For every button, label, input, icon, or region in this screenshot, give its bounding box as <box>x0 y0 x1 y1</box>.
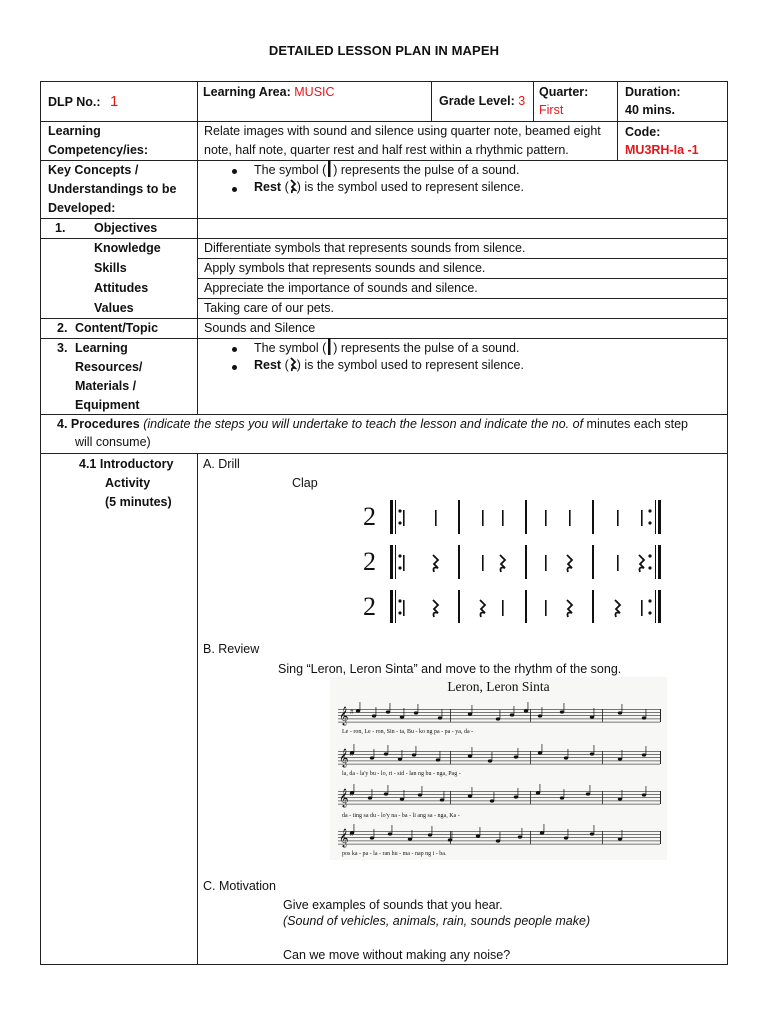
grade-level-value: 3 <box>518 94 526 108</box>
lyrics-line-3: da - ting sa du - lo'y na - ba - li ang sa - nga, Ka - <box>342 813 460 819</box>
procedures-note-2: will consume) <box>75 435 151 449</box>
bar-line <box>450 709 451 722</box>
quarter-note-icon <box>545 510 547 526</box>
bar-line <box>525 590 527 623</box>
quarter-rest-icon <box>567 600 572 617</box>
quarter-rest-icon <box>433 555 438 572</box>
staff-line <box>338 757 660 758</box>
note-head <box>356 709 360 712</box>
note-stem <box>452 831 453 840</box>
staff-line <box>338 834 660 835</box>
bar-line <box>592 545 594 579</box>
quarter-note-icon <box>545 600 547 616</box>
lyrics-line-2: la, da - la'y bu - lo, ri - sid - lan ng bu - nga, Pag - <box>342 771 461 777</box>
bullet-icon <box>232 187 237 192</box>
note-stem <box>542 707 543 716</box>
staff-line <box>338 837 660 838</box>
clap-label: Clap <box>292 476 318 490</box>
motivation-question: Can we move without making any noise? <box>283 948 511 962</box>
note-stem <box>432 826 433 835</box>
note-stem <box>374 829 375 838</box>
repeat-dot <box>398 554 401 557</box>
note-stem <box>360 702 361 711</box>
staff-line <box>338 761 660 762</box>
note-stem <box>390 703 391 712</box>
bar-line <box>602 831 603 844</box>
duration-label: Duration: <box>625 85 681 99</box>
note-stem <box>622 750 623 759</box>
resources-label-4: Equipment <box>75 398 140 412</box>
repeat-bar <box>395 590 396 623</box>
repeat-dot <box>648 509 651 512</box>
note-stem <box>564 703 565 712</box>
note-head <box>436 758 440 761</box>
note-stem <box>388 785 389 794</box>
treble-clef-icon: 𝄞 <box>339 790 349 807</box>
bar-line <box>660 751 661 764</box>
key-concepts-label-3: Developed: <box>48 201 116 215</box>
content-num: 2. <box>57 321 68 335</box>
note-stem <box>494 792 495 801</box>
note-head <box>384 752 388 755</box>
note-head <box>590 752 594 755</box>
note-head <box>372 714 376 717</box>
staff-line <box>338 709 660 710</box>
note-stem <box>404 790 405 799</box>
quarter-rest-icon <box>433 600 438 617</box>
bar-line <box>450 791 451 804</box>
treble-clef-icon: 𝄞 <box>339 750 349 767</box>
note-head <box>560 710 564 713</box>
quarter-rest-icon <box>639 555 644 572</box>
repeat-bar <box>390 590 393 623</box>
note-head <box>370 756 374 759</box>
values-text: Taking care of our pets. <box>204 301 334 315</box>
note-head <box>468 712 472 715</box>
content-label: Content/Topic <box>75 321 159 335</box>
bar-line <box>602 791 603 804</box>
note-head <box>488 759 492 762</box>
lyrics-line-4: pos ka - pa - la - ran hu - ma - nap ng i - ba. <box>342 851 447 857</box>
quarter-note-icon <box>435 510 437 526</box>
bar-line <box>602 709 603 722</box>
quarter-rest-icon <box>615 600 620 617</box>
note-head <box>400 797 404 800</box>
note-head <box>370 836 374 839</box>
dlp-value: 1 <box>110 93 119 110</box>
resource-1: The symbol ( ) represents the pulse of a sound. <box>254 338 519 358</box>
note-head <box>418 793 422 796</box>
note-stem <box>594 708 595 717</box>
attitudes-text: Appreciate the importance of sounds and silence. <box>204 281 478 295</box>
note-stem <box>590 785 591 794</box>
competency-label-1: Learning <box>48 124 101 138</box>
note-head <box>440 798 444 801</box>
quarter-value: First <box>539 103 564 117</box>
note-stem <box>392 825 393 834</box>
quarter-note-icon <box>502 600 504 616</box>
note-stem <box>646 746 647 755</box>
drill-heading: A. Drill <box>203 457 240 471</box>
note-stem <box>594 745 595 754</box>
document-title: DETAILED LESSON PLAN IN MAPEH <box>268 43 500 58</box>
time-signature: 2 <box>363 547 376 576</box>
note-head <box>618 757 622 760</box>
quarter-note-icon <box>502 510 504 526</box>
note-stem <box>354 744 355 753</box>
note-stem <box>528 702 529 711</box>
knowledge-label: Knowledge <box>94 241 161 255</box>
repeat-dot <box>398 509 401 512</box>
note-stem <box>646 709 647 718</box>
quarter-rest-icon <box>500 555 505 572</box>
knowledge-text: Differentiate symbols that represents sounds from silence. <box>204 241 526 255</box>
note-stem <box>440 751 441 760</box>
note-head <box>468 794 472 797</box>
staff-line <box>338 715 660 716</box>
bar-line <box>592 500 594 534</box>
note-head <box>618 711 622 714</box>
note-stem <box>442 709 443 718</box>
intro-label-1: 4.1 Introductory <box>79 457 174 471</box>
treble-clef-icon: 𝄞 <box>339 830 349 847</box>
note-head <box>618 837 622 840</box>
resources-label-2: Resources/ <box>75 360 143 374</box>
note-head <box>540 831 544 834</box>
staff-line <box>338 801 660 802</box>
note-stem <box>518 748 519 757</box>
quarter-label: Quarter: <box>539 85 589 99</box>
repeat-dot <box>648 554 651 557</box>
note-stem <box>472 787 473 796</box>
note-head <box>476 834 480 837</box>
note-stem <box>388 745 389 754</box>
skills-label: Skills <box>94 261 127 275</box>
resources-num: 3. <box>57 341 68 355</box>
note-stem <box>594 825 595 834</box>
quarter-note-icon <box>617 555 619 571</box>
key-concepts-label-2: Understandings to be <box>48 182 177 196</box>
repeat-dot <box>398 521 401 524</box>
note-stem <box>518 788 519 797</box>
note-head <box>408 837 412 840</box>
quarter-note-icon <box>569 510 571 526</box>
repeat-dot <box>648 566 651 569</box>
note-head <box>414 711 418 714</box>
note-head <box>514 795 518 798</box>
quarter-rest-icon <box>289 357 297 372</box>
note-stem <box>646 786 647 795</box>
quarter-note-icon <box>482 510 484 526</box>
dlp-label: DLP No.: 1 <box>48 93 119 110</box>
note-head <box>524 709 528 712</box>
code-label: Code: <box>625 125 661 139</box>
note-head <box>560 796 564 799</box>
staff-line <box>338 722 660 723</box>
note-head <box>448 838 452 841</box>
bar-line <box>525 500 527 534</box>
bar-line <box>660 831 661 844</box>
note-stem <box>544 824 545 833</box>
note-stem <box>422 786 423 795</box>
staff-line <box>338 844 660 845</box>
time-signature: 2 <box>363 502 376 531</box>
bar-line <box>458 545 460 579</box>
key-concepts-label-1: Key Concepts / <box>48 163 139 177</box>
quarter-note-icon <box>641 600 643 616</box>
resource-2: Rest ( ) is the symbol used to represent silence. <box>254 358 524 372</box>
competency-text-1: Relate images with sound and silence using quarter note, beamed eight <box>204 124 601 138</box>
quarter-rest-icon <box>289 179 297 194</box>
bar-line <box>530 791 531 804</box>
note-stem <box>568 829 569 838</box>
note-stem <box>418 704 419 713</box>
note-stem <box>480 827 481 836</box>
time-signature: 2 <box>363 592 376 621</box>
bar-line <box>602 751 603 764</box>
note-head <box>564 756 568 759</box>
note-stem <box>354 824 355 833</box>
bullet-icon <box>232 169 237 174</box>
note-head <box>368 796 372 799</box>
note-stem <box>514 706 515 715</box>
repeat-bar <box>655 545 656 579</box>
treble-clef-icon: 𝄞 <box>339 708 349 725</box>
repeat-dot <box>648 611 651 614</box>
quarter-note-icon <box>545 555 547 571</box>
bar-line <box>458 500 460 534</box>
song-score <box>330 677 667 860</box>
note-head <box>496 839 500 842</box>
note-head <box>496 717 500 720</box>
note-stem <box>622 830 623 839</box>
key-concept-1: The symbol ( ) represents the pulse of a sound. <box>254 160 519 180</box>
note-head <box>642 793 646 796</box>
quarter-note-icon <box>403 555 405 571</box>
note-head <box>386 710 390 713</box>
repeat-bar <box>395 545 396 579</box>
quarter-note-icon <box>482 555 484 571</box>
quarter-note-icon <box>403 510 405 526</box>
values-label: Values <box>94 301 134 315</box>
note-head <box>384 792 388 795</box>
key-concept-2: Rest ( ) is the symbol used to represent silence. <box>254 180 524 194</box>
bar-line <box>530 709 531 722</box>
objectives-label: Objectives <box>94 221 158 235</box>
procedures-heading: 4. Procedures (indicate the steps you will undertake to teach the lesson and indicate the no. of minutes each step <box>57 417 688 431</box>
quarter-rest-icon <box>480 600 485 617</box>
note-stem <box>540 784 541 793</box>
resources-label-1: Learning <box>75 341 128 355</box>
bar-line <box>660 791 661 804</box>
repeat-bar <box>658 500 661 534</box>
note-stem <box>416 746 417 755</box>
learning-area: Learning Area: MUSIC <box>203 85 335 99</box>
repeat-bar <box>390 500 393 534</box>
staff-line <box>338 764 660 765</box>
skills-text: Apply symbols that represents sounds and silence. <box>204 261 486 275</box>
repeat-dot <box>398 611 401 614</box>
note-head <box>350 751 354 754</box>
repeat-bar <box>395 500 396 534</box>
repeat-dot <box>398 599 401 602</box>
bar-line <box>458 590 460 623</box>
motivation-note: (Sound of vehicles, animals, rain, sounds people make) <box>283 914 591 928</box>
bar-line <box>525 545 527 579</box>
note-stem <box>500 832 501 841</box>
intro-label-2: Activity <box>105 476 151 490</box>
note-head <box>428 833 432 836</box>
note-stem <box>492 752 493 761</box>
competency-label-2: Competency/ies: <box>48 143 149 157</box>
note-stem <box>372 789 373 798</box>
learning-area-value: MUSIC <box>294 85 335 99</box>
note-stem <box>542 744 543 753</box>
quarter-note-icon <box>403 600 405 616</box>
note-head <box>438 716 442 719</box>
repeat-bar <box>390 545 393 579</box>
note-head <box>514 755 518 758</box>
song-title: Leron, Leron Sinta <box>447 679 550 694</box>
bar-line <box>530 831 531 844</box>
note-head <box>490 799 494 802</box>
repeat-dot <box>648 521 651 524</box>
note-stem <box>500 710 501 719</box>
objectives-num: 1. <box>55 221 66 235</box>
note-stem <box>472 747 473 756</box>
staff-line <box>338 797 660 798</box>
note-stem <box>622 704 623 713</box>
review-heading: B. Review <box>203 642 260 656</box>
resources-label-3: Materials / <box>75 379 137 393</box>
key-signature-icon: # <box>350 708 354 716</box>
staff-line <box>338 791 660 792</box>
note-head <box>400 715 404 718</box>
note-stem <box>522 828 523 837</box>
note-stem <box>622 790 623 799</box>
note-head <box>518 835 522 838</box>
note-head <box>642 753 646 756</box>
note-stem <box>354 784 355 793</box>
competency-text-2: note, half note, quarter rest and half rest within a rhythmic pattern. <box>204 143 569 157</box>
note-head <box>564 836 568 839</box>
quarter-rest-icon <box>567 555 572 572</box>
note-head <box>590 832 594 835</box>
bar-line <box>592 590 594 623</box>
note-stem <box>444 791 445 800</box>
note-stem <box>402 750 403 759</box>
bullet-icon <box>232 347 237 352</box>
repeat-bar <box>655 500 656 534</box>
note-head <box>350 791 354 794</box>
note-stem <box>472 705 473 714</box>
note-head <box>468 754 472 757</box>
note-stem <box>568 749 569 758</box>
rhythm-drill <box>355 488 670 623</box>
content-text: Sounds and Silence <box>204 321 316 335</box>
repeat-bar <box>658 590 661 623</box>
code-value: MU3RH-Ia -1 <box>625 143 699 157</box>
attitudes-label: Attitudes <box>94 281 149 295</box>
quarter-note-icon <box>617 510 619 526</box>
bar-line <box>450 751 451 764</box>
repeat-dot <box>398 566 401 569</box>
note-stem <box>412 830 413 839</box>
note-head <box>538 751 542 754</box>
note-head <box>618 797 622 800</box>
note-head <box>388 832 392 835</box>
note-head <box>510 713 514 716</box>
duration-value: 40 mins. <box>625 103 676 117</box>
quarter-note-icon <box>641 510 643 526</box>
note-head <box>642 716 646 719</box>
repeat-bar <box>655 590 656 623</box>
staff-line <box>338 751 660 752</box>
repeat-bar <box>658 545 661 579</box>
motivation-text: Give examples of sounds that you hear. <box>283 898 503 912</box>
note-head <box>536 791 540 794</box>
bullet-icon <box>232 365 237 370</box>
note-head <box>538 714 542 717</box>
note-head <box>590 715 594 718</box>
lyrics-line-1: Le - ron, Le - ron, Sin - ta, Bu - ko ng pa - pa - ya, da - <box>342 729 474 735</box>
staff-line <box>338 804 660 805</box>
review-text: Sing “Leron, Leron Sinta” and move to the rhythm of the song. <box>278 662 622 676</box>
bar-line <box>450 831 451 844</box>
note-head <box>586 792 590 795</box>
note-stem <box>376 707 377 716</box>
note-stem <box>374 749 375 758</box>
bar-line <box>660 709 661 722</box>
note-stem <box>404 708 405 717</box>
note-head <box>398 757 402 760</box>
grade-level: Grade Level: 3 <box>439 94 526 108</box>
motivation-heading: C. Motivation <box>203 879 276 893</box>
note-head <box>412 753 416 756</box>
staff-line <box>338 831 660 832</box>
bar-line <box>530 751 531 764</box>
repeat-dot <box>648 599 651 602</box>
note-stem <box>564 789 565 798</box>
intro-label-3: (5 minutes) <box>105 495 172 509</box>
note-head <box>350 831 354 834</box>
